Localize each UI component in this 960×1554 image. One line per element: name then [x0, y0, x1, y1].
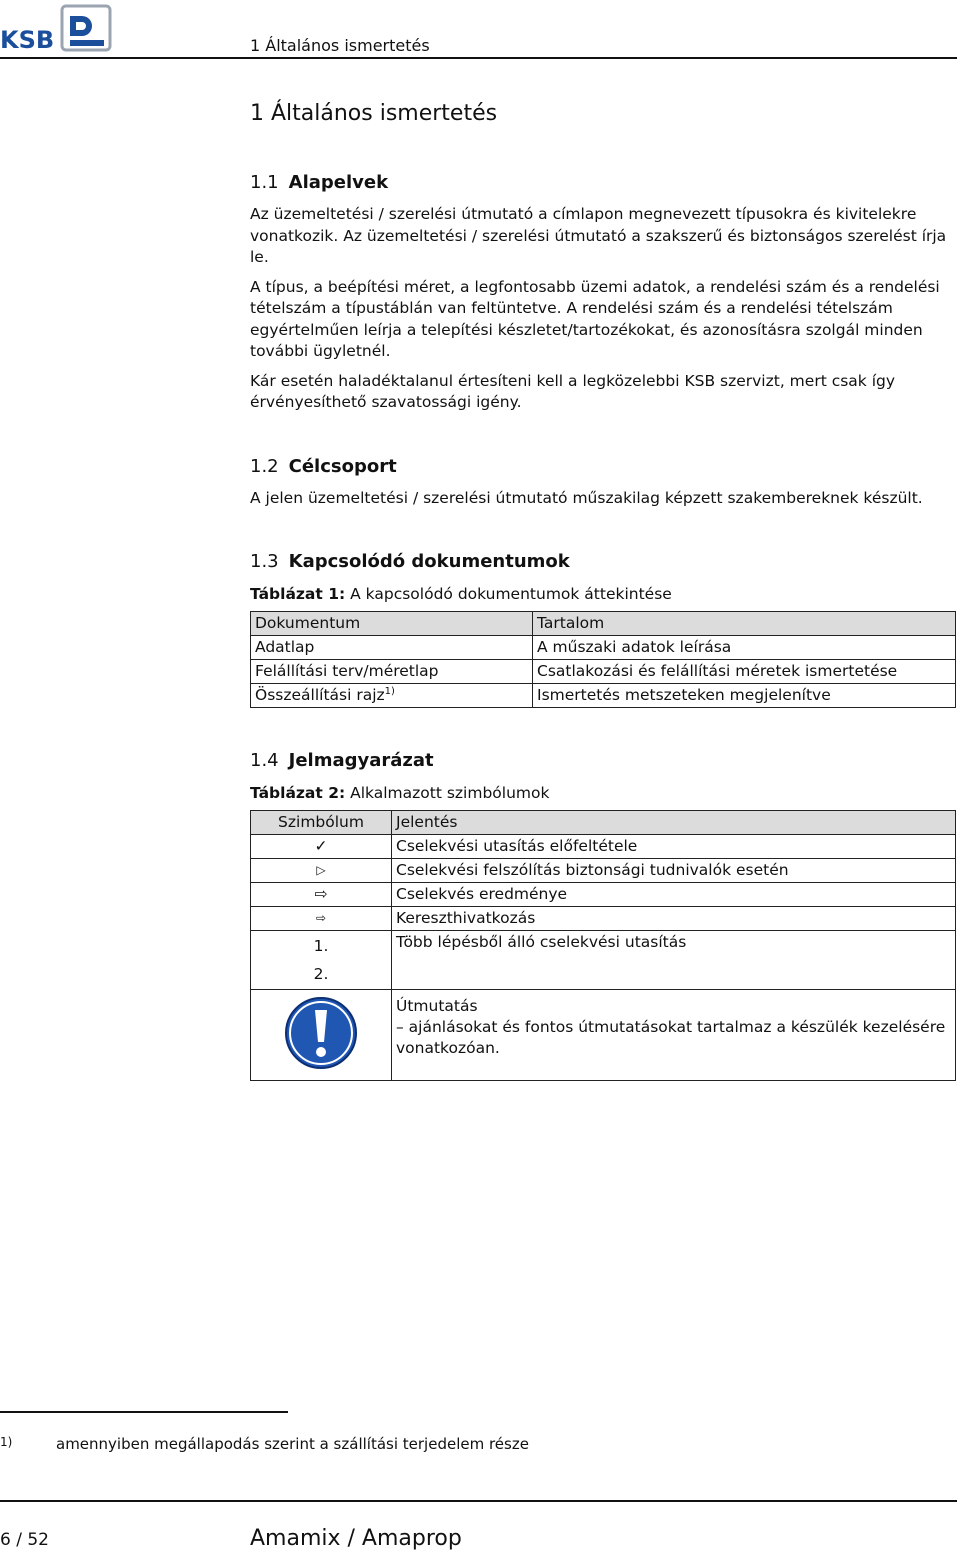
table-cell: Összeállítási rajz$^{1)}$	[251, 684, 533, 708]
step-numbers: 1. 2.	[251, 931, 392, 990]
section-heading: 1.2 Célcsoport	[250, 455, 397, 477]
exclamation-sign-icon	[284, 996, 358, 1070]
paragraph: Az üzemeltetési / szerelési útmutató a címlapon megnevezett típusokra és kivitelekre vonatkozik. Az üzemeltetési / szerelési útmutató a szakszerű és biztonságos szerelést írja le.	[250, 205, 947, 266]
small-arrow-right-icon: ⇨	[251, 907, 392, 931]
table-header-cell: Tartalom	[533, 612, 956, 636]
table-cell: Ismertetés metszeteken megjelenítve	[533, 684, 956, 708]
table-row	[251, 883, 956, 907]
section-heading: 1.1 Alapelvek	[250, 172, 389, 193]
table-caption: Táblázat 1: A kapcsolódó dokumentumok áttekintése	[250, 585, 672, 603]
table-row	[251, 636, 956, 660]
chapter-title: 1 Általános ismertetés	[250, 101, 498, 126]
running-header-title: 1 Általános ismertetés	[250, 36, 430, 55]
table-header-row	[251, 811, 956, 835]
section-celcsoport	[250, 454, 956, 510]
paragraph: Kár esetén haladéktalanul értesíteni kell a legközelebbi KSB szervizt, mert csak így érvényesíthető szavatossági igény.	[250, 371, 896, 411]
table-cell: Cselekvési felszólítás biztonsági tudnivalók esetén	[392, 859, 956, 883]
footnote-reference: 1)	[384, 685, 395, 697]
table-cell: Cselekvés eredménye	[392, 883, 956, 907]
triangle-right-icon: ▷	[251, 859, 392, 883]
table-row	[251, 931, 956, 990]
table-cell	[251, 990, 392, 1081]
footnote-rule	[0, 1411, 288, 1413]
page-number: 6 / 52	[0, 1530, 49, 1550]
paragraph: A típus, a beépítési méret, a legfontosabb üzemi adatok, a rendelési szám és a rendelési tételszám a típustáblán van feltüntetve. A rendelési szám és a rendelési tételszám egyértelműen leírja a telepítési készletet/tartozékokat, és azonosításra szolgál minden további ügyletnél.	[250, 277, 940, 360]
section-jelmagyarazat	[250, 748, 956, 1081]
table-header-row	[251, 612, 956, 636]
table-header-cell: Jelentés	[392, 811, 956, 835]
section-alapelvek	[250, 170, 956, 414]
table-row	[251, 835, 956, 859]
table-cell: Csatlakozási és felállítási méretek ismertetése	[533, 660, 956, 684]
table-row	[251, 684, 956, 708]
table-cell: A műszaki adatok leírása	[533, 636, 956, 660]
svg-text:KSB: KSB	[0, 26, 55, 52]
table-cell: Adatlap	[251, 636, 533, 660]
table-cell: Több lépésből álló cselekvési utasítás	[392, 931, 956, 990]
arrow-right-icon: ⇨	[251, 883, 392, 907]
table-header-cell: Szimbólum	[251, 811, 392, 835]
table-cell: Felállítási terv/méretlap	[251, 660, 533, 684]
header-rule	[0, 57, 957, 59]
table-header-cell: Dokumentum	[251, 612, 533, 636]
table-row	[251, 859, 956, 883]
footnote-text: amennyiben megállapodás szerint a szállítási terjedelem része	[56, 1435, 529, 1453]
table-cell: Cselekvési utasítás előfeltétele	[392, 835, 956, 859]
table-caption: Táblázat 2: Alkalmazott szimbólumok	[250, 784, 550, 802]
check-icon: ✓	[251, 835, 392, 859]
product-name: Amamix / Amaprop	[250, 1526, 462, 1551]
symbols-table	[250, 810, 956, 1081]
documents-table	[250, 611, 956, 708]
table-row	[251, 990, 956, 1081]
footnote-mark: 1)	[0, 1435, 13, 1449]
table-cell: Kereszthivatkozás	[392, 907, 956, 931]
ksb-logo	[0, 4, 112, 52]
section-heading: 1.3 Kapcsolódó dokumentumok	[250, 551, 570, 572]
page-content	[250, 98, 956, 1121]
footer-rule	[0, 1500, 957, 1502]
paragraph: A jelen üzemeltetési / szerelési útmutató műszakilag képzett szakembereknek készült.	[250, 488, 923, 507]
section-heading: 1.4 Jelmagyarázat	[250, 750, 434, 771]
table-cell: Útmutatás – ajánlásokat és fontos útmutatásokat tartalmaz a készülék kezelésére vonatkozóan.	[392, 990, 956, 1081]
table-row	[251, 660, 956, 684]
table-row	[251, 907, 956, 931]
section-kapcsolodo-dokumentumok	[250, 549, 956, 708]
